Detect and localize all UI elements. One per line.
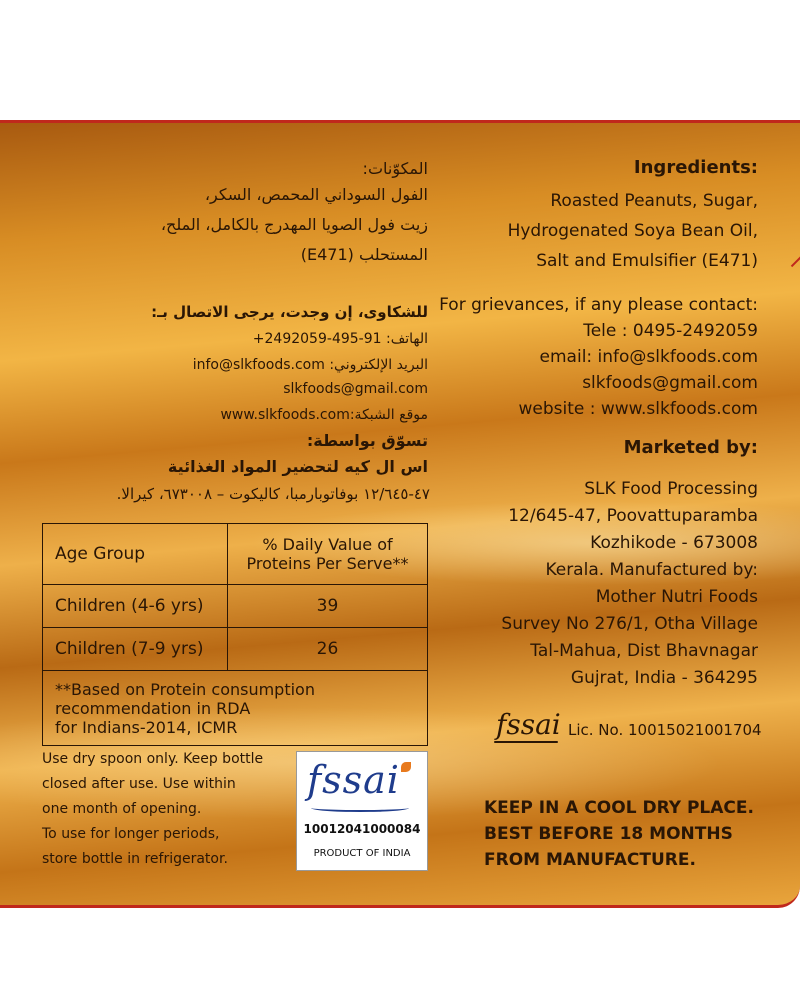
table-row [43, 585, 427, 628]
marketed-line-en: SLK Food Processing [584, 479, 758, 499]
fssai-swirl-icon [311, 804, 409, 812]
usage-line: To use for longer periods, [42, 826, 220, 842]
fssai-small-underline [494, 741, 558, 743]
table-note-line: for Indians-2014, ICMR [55, 717, 238, 737]
company-ar: اس ال كيه لتحضير المواد الغذائية [167, 457, 428, 476]
table-note-line: recommendation in RDA [55, 698, 251, 718]
ingredients-line-ar: زيت فول الصويا المهدرج بالكامل، الملح، [160, 215, 428, 234]
marketed-line-en: Gujrat, India - 364295 [570, 668, 758, 688]
fssai-small-logo: fssai [496, 708, 561, 741]
marketed-title-en: Marketed by: [623, 437, 758, 458]
fssai-license-number: 10012041000084 [303, 822, 421, 836]
table-header-line: % Daily Value of [262, 535, 393, 554]
usage-instructions [42, 747, 263, 872]
table-cell-value: 26 [316, 639, 339, 659]
contact-email2-ar: slkfoods@gmail.com [283, 381, 428, 397]
contact-email-en: email: info@slkfoods.com [539, 347, 758, 367]
usage-line: Use dry spoon only. Keep bottle [42, 751, 264, 767]
contact-phone-ar: الهاتف: 91-495-2492059+ [252, 331, 428, 347]
ingredients-title-ar: المكوّنات: [362, 159, 428, 178]
ingredients-line-en: Roasted Peanuts, Sugar, [550, 191, 758, 211]
protein-table [42, 523, 428, 746]
storage-line: BEST BEFORE 18 MONTHS [484, 824, 733, 844]
ingredients-line-en: Salt and Emulsifier (E471) [536, 251, 758, 271]
table-header-age-group: Age Group [43, 524, 228, 584]
marketed-line-en: Kozhikode - 673008 [590, 533, 758, 553]
contact-title-ar: للشكاوى، إن وجدت، يرجى الاتصال بـ: [151, 303, 428, 321]
license-number: Lic. No. 10015021001704 [568, 721, 762, 739]
ingredients-line-ar: الفول السوداني المحمص، السكر، [204, 185, 428, 204]
fssai-logo: fssai [307, 758, 400, 802]
marketed-line-en: Mother Nutri Foods [595, 587, 758, 607]
product-of-india: PRODUCT OF INDIA [313, 848, 411, 859]
contact-website-ar: موقع الشبكة:www.slkfoods.com [220, 407, 428, 423]
table-cell-group: Children (4-6 yrs) [43, 585, 228, 627]
product-label [0, 120, 800, 908]
table-header-line: Proteins Per Serve** [246, 554, 409, 573]
address-ar: ٤٧-١٢/٦٤٥ بوفاتوبارمبا، كاليكوت – ٦٧٣٠٠٨، كيرالا. [116, 485, 430, 503]
storage-line: KEEP IN A COOL DRY PLACE. [484, 798, 754, 818]
table-header-row [43, 524, 427, 585]
table-cell-group: Children (7-9 yrs) [43, 628, 228, 670]
marketed-line-en: 12/645-47, Poovattuparamba [508, 506, 758, 526]
table-header-daily-value [228, 524, 427, 584]
table-note-line: **Based on Protein consumption [55, 679, 315, 699]
marketed-line-en: Tal-Mahua, Dist Bhavnagar [530, 641, 758, 661]
usage-line: one month of opening. [42, 801, 202, 817]
usage-line: closed after use. Use within [42, 776, 236, 792]
contact-email2-en: slkfoods@gmail.com [582, 373, 758, 393]
fssai-leaf-icon [401, 762, 411, 772]
contact-phone-en: Tele : 0495-2492059 [583, 321, 758, 341]
marketed-title-ar: تسوّق بواسطة: [306, 431, 428, 450]
label-edge-mark [791, 256, 800, 274]
table-note-row [43, 671, 427, 745]
marketed-line-en: Survey No 276/1, Otha Village [501, 614, 758, 634]
ingredients-line-ar: المستحلب (E471) [300, 245, 428, 264]
storage-line: FROM MANUFACTURE. [484, 850, 696, 870]
fssai-certificate-box [296, 751, 428, 871]
usage-line: store bottle in refrigerator. [42, 851, 228, 867]
contact-title-en: For grievances, if any please contact: [439, 295, 758, 315]
ingredients-title-en: Ingredients: [633, 157, 758, 178]
contact-email-ar: البريد الإلكتروني: info@slkfoods.com [192, 357, 428, 373]
storage-note [484, 795, 754, 873]
table-note [43, 671, 327, 745]
table-cell-value: 39 [316, 596, 339, 616]
contact-website-en: website : www.slkfoods.com [518, 399, 758, 419]
table-row [43, 628, 427, 671]
marketed-line-en: Kerala. Manufactured by: [545, 560, 758, 580]
ingredients-line-en: Hydrogenated Soya Bean Oil, [507, 221, 758, 241]
